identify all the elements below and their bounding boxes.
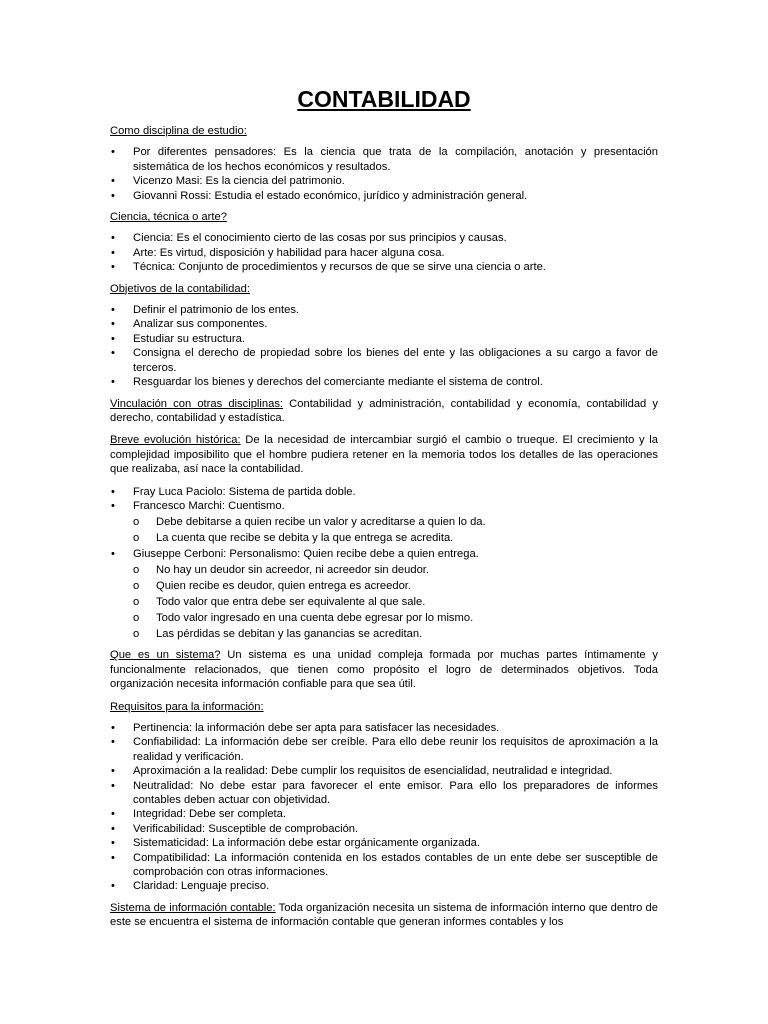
bullet-icon: •	[111, 318, 115, 331]
bullet-icon: •	[111, 822, 115, 835]
list-item: • Fray Luca Paciolo: Sistema de partida doble.	[111, 485, 356, 498]
list-item: • Ciencia: Es el conocimiento cierto de las cosas por sus principios y causas.	[111, 232, 507, 245]
list-item: • Técnica: Conjunto de procedimientos y recursos de que se sirve una ciencia o arte.	[111, 261, 546, 274]
list-item: • Giovanni Rossi: Estudia el estado económico, jurídico y administración general.	[111, 189, 528, 202]
circle-bullet-icon: o	[133, 611, 140, 624]
sublist-cerboni	[133, 563, 658, 641]
list-item: • Compatibilidad: La información contenida en los estados contables de un ente debe ser susceptible de comprobación con otras informaciones.	[111, 851, 658, 879]
bullet-icon: •	[111, 736, 115, 749]
bullet-icon: •	[111, 304, 115, 317]
bullet-icon: •	[111, 765, 115, 778]
list-objetivos	[110, 303, 658, 389]
bullet-icon: •	[111, 232, 115, 245]
list-item: • Por diferentes pensadores: Es la ciencia que trata de la compilación, anotación y presentación sistemática de los hechos económicos y resultados.	[111, 146, 658, 173]
list-item: • Giuseppe Cerboni: Personalismo: Quien recibe debe a quien entrega. o No hay un deudor sin acreedor, ni acreedor sin deudor. o Quien recibe es deudor, quien entrega es acreedor. o Todo valor que entra debe ser equivalente al que sale. o Todo valor ingresado en una cuenta debe egresar por lo mismo. o Las pérdidas se debitan y las ganancias se acreditan.	[110, 547, 658, 641]
bullet-icon: •	[111, 261, 115, 274]
list-item: • Resguardar los bienes y derechos del comerciante mediante el sistema de control.	[111, 376, 543, 389]
paragraph-sistema-contable: Sistema de información contable: Toda organización necesita un sistema de información interno que dentro de este se encuentra el sistema de información contable que generan informes contables y los	[110, 901, 659, 929]
inline-heading-evolucion: Breve evolución histórica:	[110, 434, 241, 447]
inline-heading-vinculacion: Vinculación con otras disciplinas:	[110, 397, 284, 410]
section-heading-requisitos: Requisitos para la información:	[110, 700, 264, 713]
list-item: • Neutralidad: No debe estar para favorecer el ente emisor. Para ello los preparadores de informes contables deben actuar con objetividad.	[111, 779, 658, 806]
list-item: • Francesco Marchi: Cuentismo. o Debe debitarse a quien recibe un valor y acreditarse a quien lo da. o La cuenta que recibe se debita y la que entrega se acredita.	[110, 499, 658, 545]
sub-list-item: o Todo valor que entra debe ser equivalente al que sale.	[133, 595, 426, 608]
list-item: • Sistematicidad: La información debe estar orgánicamente organizada.	[111, 837, 481, 850]
sub-list-item: o Las pérdidas se debitan y las ganancias se acreditan.	[133, 627, 423, 640]
list-requisitos	[110, 721, 658, 894]
inline-heading-sistema-contable: Sistema de información contable:	[110, 901, 276, 914]
bullet-icon: •	[111, 851, 115, 864]
section-heading-ciencia: Ciencia, técnica o arte?	[110, 211, 227, 224]
list-item: • Integridad: Debe ser completa.	[111, 808, 286, 821]
list-ciencia	[110, 231, 658, 274]
bullet-icon: •	[111, 175, 115, 188]
section-heading-objetivos: Objetivos de la contabilidad:	[110, 282, 250, 295]
list-item: • Definir el patrimonio de los entes.	[111, 304, 300, 317]
inline-heading-sistema: Que es un sistema?	[110, 649, 221, 662]
bullet-icon: •	[111, 189, 115, 202]
list-item: • Analizar sus componentes.	[111, 318, 268, 331]
bullet-icon: •	[111, 499, 115, 512]
bullet-icon: •	[111, 332, 115, 345]
list-disciplina	[110, 145, 658, 203]
section-heading-disciplina: Como disciplina de estudio:	[110, 125, 247, 137]
circle-bullet-icon: o	[133, 531, 140, 544]
circle-bullet-icon: o	[133, 627, 140, 640]
list-item: • Vicenzo Masi: Es la ciencia del patrimonio.	[111, 175, 345, 188]
circle-bullet-icon: o	[133, 515, 140, 528]
sub-list-item: o Todo valor ingresado en una cuenta debe egresar por lo mismo.	[133, 611, 474, 624]
bullet-icon: •	[111, 880, 115, 893]
bullet-icon: •	[111, 347, 115, 360]
bullet-icon: •	[111, 547, 115, 560]
circle-bullet-icon: o	[133, 595, 140, 608]
bullet-icon: •	[111, 485, 115, 498]
paragraph-sistema: Que es un sistema? Un sistema es una unidad compleja formada por muchas partes íntimamente y funcionalmente relacionados, que tienen como propósito el logro de determinados objetivos. Toda organización necesita información confiable para que sea útil.	[110, 649, 659, 691]
list-item: • Consigna el derecho de propiedad sobre los bienes del ente y las obligaciones a su cargo a favor de terceros.	[111, 347, 658, 374]
list-item: • Arte: Es virtud, disposición y habilidad para hacer alguna cosa.	[111, 246, 445, 259]
list-item: • Claridad: Lenguaje preciso.	[111, 880, 270, 893]
circle-bullet-icon: o	[133, 563, 140, 576]
sub-list-item: o Debe debitarse a quien recibe un valor y acreditarse a quien lo da.	[133, 515, 486, 528]
bullet-icon: •	[111, 779, 115, 792]
sub-list-item: o La cuenta que recibe se debita y la que entrega se acredita.	[133, 531, 454, 544]
bullet-icon: •	[111, 246, 115, 259]
list-item: • Aproximación a la realidad: Debe cumplir los requisitos de esencialidad, neutralidad e integridad.	[111, 765, 613, 778]
page-title: CONTABILIDAD	[297, 86, 471, 112]
bullet-icon: •	[111, 721, 115, 734]
circle-bullet-icon: o	[133, 579, 140, 592]
bullet-icon: •	[111, 837, 115, 850]
bullet-icon: •	[111, 376, 115, 389]
paragraph-evolucion: Breve evolución histórica: De la necesidad de intercambiar surgió el cambio o trueque. El crecimiento y la complejidad imposibilito que el hombre pudiera retener en la memoria todos los detalles de las operaciones que realizaba, así nace la contabilidad.	[110, 434, 658, 476]
sub-list-item: o No hay un deudor sin acreedor, ni acreedor sin deudor.	[133, 563, 430, 576]
sub-list-item: o Quien recibe es deudor, quien entrega es acreedor.	[133, 579, 412, 592]
sublist-marchi	[133, 515, 658, 545]
paragraph-vinculacion: Vinculación con otras disciplinas: Contabilidad y administración, contabilidad y economía, contabilidad y derecho, contabilidad y estadística.	[110, 397, 658, 424]
list-item: • Pertinencia: la información debe ser apta para satisfacer las necesidades.	[111, 721, 500, 734]
bullet-icon: •	[111, 146, 115, 159]
list-item: • Confiabilidad: La información debe ser creíble. Para ello debe reunir los requisitos de aproximación a la realidad y verificación.	[111, 736, 658, 763]
list-item: • Estudiar su estructura.	[111, 332, 245, 345]
list-item: • Verificabilidad: Susceptible de comprobación.	[111, 822, 359, 835]
list-evolucion	[110, 485, 658, 642]
bullet-icon: •	[111, 808, 115, 821]
